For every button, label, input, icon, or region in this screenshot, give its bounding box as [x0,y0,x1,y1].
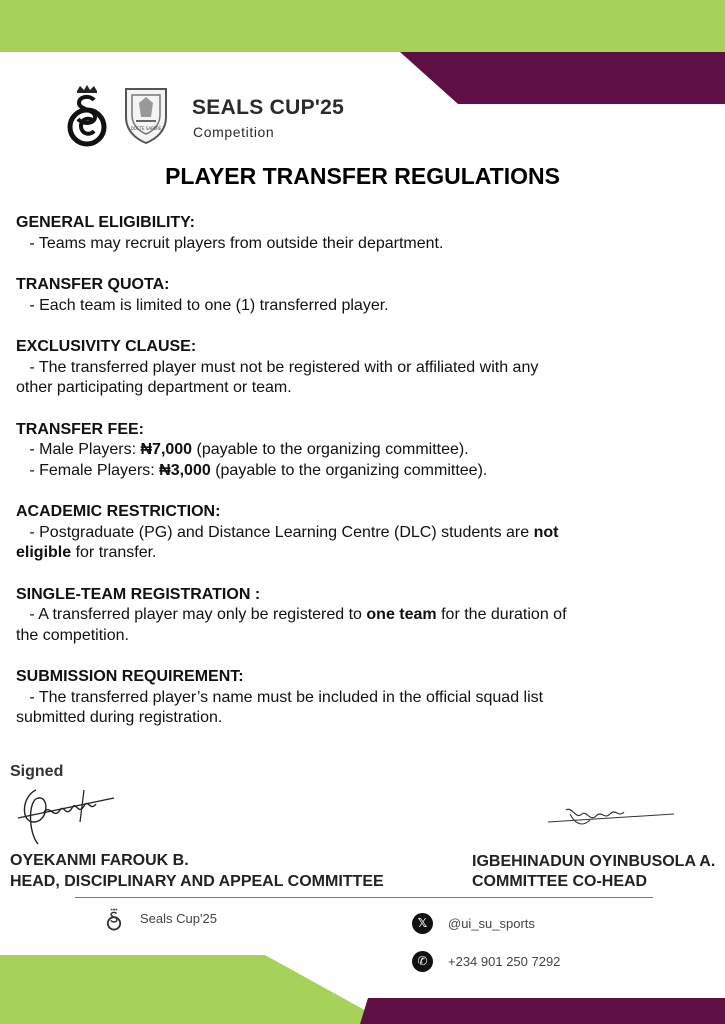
section-heading: EXCLUSIVITY CLAUSE: [16,338,197,355]
section-heading: SINGLE-TEAM REGISTRATION : [16,585,261,603]
academic-text: - Postgraduate (PG) and Distance Learning Centre (DLC) students are [16,523,534,541]
right-signature-image [546,800,676,834]
male-fee-amount: ₦7,000 [140,441,193,458]
section-submission-requirement [16,667,676,729]
section-line [16,605,676,626]
section-general-eligibility [16,213,676,254]
document-title: PLAYER TRANSFER REGULATIONS [165,163,560,189]
university-crest-icon [122,83,170,145]
right-signatory [472,852,715,892]
bottom-purple-band [360,998,725,1024]
section-line: - The transferred player’s name must be included in the official squad list [16,688,544,706]
male-fee-prefix: - Male Players: [16,441,141,458]
section-transfer-quota [16,275,676,316]
section-line [16,523,676,544]
female-fee-amount: ₦3,000 [159,461,211,479]
section-line: - Each team is limited to one (1) transferred player. [16,296,389,314]
footer-brand-text: Seals Cup'25 [140,911,217,926]
phone-icon: ✆ [412,951,433,972]
section-exclusivity-clause [16,337,676,399]
section-single-team-registration [16,585,676,647]
seals-logo-icon [65,83,109,147]
section-transfer-fee [16,420,676,482]
footer-divider [75,897,653,898]
female-fee-prefix: - Female Players: [16,461,160,479]
left-signatory [10,850,384,892]
academic-bold-not: not [533,523,559,541]
left-signature-image [14,782,119,848]
social-handle-text: @ui_su_sports [448,916,535,931]
single-team-bold: one team [366,606,437,623]
section-academic-restriction [16,502,676,564]
footer-seals-logo-icon [106,907,122,931]
section-heading: SUBMISSION REQUIREMENT: [16,668,244,685]
section-line: submitted during registration. [16,709,223,726]
right-signatory-title: COMMITTEE CO-HEAD [472,873,648,890]
bottom-green-band [0,955,390,1024]
brand-title: SEALS CUP'25 [192,96,345,119]
section-heading: GENERAL ELIGIBILITY: [16,214,195,231]
top-green-band [0,0,725,52]
crest-motto: DOCTE SAPERE [130,126,162,131]
left-signatory-title: HEAD, DISCIPLINARY AND APPEAL COMMITTEE [10,873,384,890]
section-line: other participating department or team. [16,379,292,396]
academic-suffix: for transfer. [71,544,157,561]
female-fee-suffix: (payable to the organizing committee). [210,461,488,479]
right-signatory-name: IGBEHINADUN OYINBUSOLA A. [472,853,716,870]
signed-label: Signed [10,763,64,780]
male-fee-line [16,440,676,461]
phone-number-text: +234 901 250 7292 [448,954,561,969]
section-heading: ACADEMIC RESTRICTION: [16,503,221,520]
single-team-suffix: for the duration of [436,606,567,623]
section-line [16,543,676,564]
academic-bold-eligible: eligible [16,544,72,561]
left-signatory-name: OYEKANMI FAROUK B. [10,852,189,869]
section-line: - The transferred player must not be registered with or affiliated with any [16,358,539,376]
regulations-body [16,213,676,750]
male-fee-suffix: (payable to the organizing committee). [192,441,469,458]
female-fee-line [16,461,676,482]
single-team-prefix: - A transferred player may only be registered to [16,606,367,623]
x-social-icon: 𝕏 [412,913,433,934]
section-line: the competition. [16,626,129,644]
top-purple-band [400,52,725,104]
section-line: - Teams may recruit players from outside their department. [16,234,444,252]
section-heading: TRANSFER QUOTA: [16,276,170,293]
brand-subtitle: Competition [193,124,275,140]
section-heading: TRANSFER FEE: [16,420,144,438]
